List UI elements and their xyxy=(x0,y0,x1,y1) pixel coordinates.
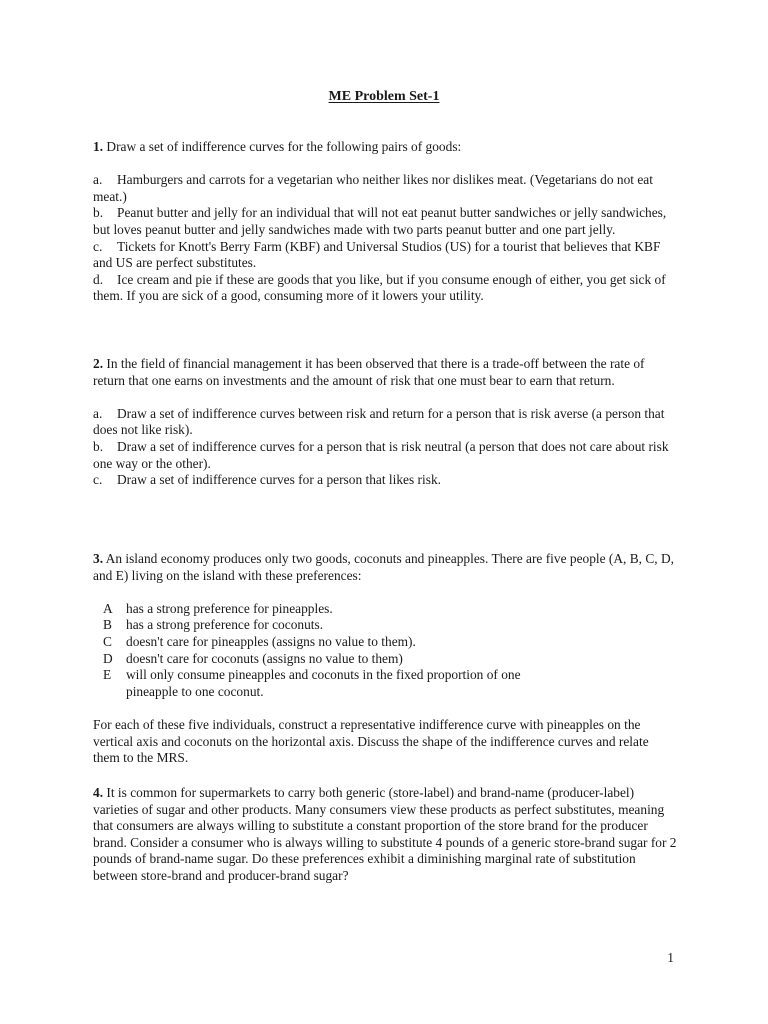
question-1-number: 1. xyxy=(93,139,104,154)
question-1-item-b xyxy=(93,205,678,238)
person-letter: A xyxy=(103,600,113,616)
person-preference: has a strong preference for coconuts. xyxy=(126,617,324,633)
item-letter: a. xyxy=(93,405,103,421)
item-letter: a. xyxy=(93,172,103,188)
question-2-item-a xyxy=(93,406,678,439)
page-title: ME Problem Set-1 xyxy=(328,89,440,104)
question-1-prompt xyxy=(93,139,678,156)
item-text: Ice cream and pie if these are goods that you like, but if you consume enough of either, you get sick of them. If you are sick of a good, consuming more of it lowers your utility. xyxy=(93,271,666,304)
item-text: Peanut butter and jelly for an individual that will not eat peanut butter sandwiches or jelly sandwiches, but loves peanut butter and jelly sandwiches made with two parts peanut butter and one part jelly. xyxy=(93,205,667,237)
question-4-text: It is common for supermarkets to carry both generic (store-label) and brand-name (producer-label) varieties of sugar and other products. Many consumers view these products as perfect substitutes, meaning that consumers are always willing to substitute a constant proportion of the store brand for the producer brand. Consider a consumer who is always willing to substitute 4 pounds of a generic store-brand sugar for 2 pounds of brand-name sugar. Do these preferences exhibit a diminishing marginal rate of substitution between store-brand and producer-brand sugar? xyxy=(93,785,677,883)
item-letter: d. xyxy=(93,271,104,287)
person-letter: E xyxy=(103,667,112,683)
person-preference: doesn't care for coconuts (assigns no value to them) xyxy=(126,650,403,666)
person-letter: B xyxy=(103,617,112,633)
question-2 xyxy=(93,356,678,489)
preference-row-b xyxy=(93,617,678,634)
item-letter: c. xyxy=(93,472,103,488)
person-preference: has a strong preference for pineapples. xyxy=(126,600,333,616)
question-2-number: 2. xyxy=(93,356,104,371)
item-text: Draw a set of indifference curves for a person that likes risk. xyxy=(117,472,441,488)
question-3-text: An island economy produces only two goods, coconuts and pineapples. There are five people (A, B, C, D, and E) living on the island with these preferences: xyxy=(93,551,675,583)
question-1-item-c xyxy=(93,239,678,272)
item-text: Hamburgers and carrots for a vegetarian who neither likes nor dislikes meat. (Vegetarians do not eat meat.) xyxy=(93,172,653,204)
preference-row-d xyxy=(93,651,678,668)
page-number: 1 xyxy=(667,950,674,965)
person-preference: doesn't care for pineapples (assigns no value to them). xyxy=(126,633,416,649)
question-3-closing: For each of these five individuals, construct a representative indifference curve with pineapples on the vertical axis and coconuts on the horizontal axis. Discuss the shape of the indifference curves and relate them to the MRS. xyxy=(93,716,649,766)
item-text: Tickets for Knott's Berry Farm (KBF) and Universal Studios (US) for a tourist that believes that KBF and US are perfect substitutes. xyxy=(93,238,661,271)
preference-row-e xyxy=(93,667,678,700)
question-3-number: 3. xyxy=(93,551,104,566)
question-3 xyxy=(93,551,678,767)
item-text: Draw a set of indifference curves for a person that is risk neutral (a person that does not care about risk one way or the other). xyxy=(93,438,669,471)
person-letter: C xyxy=(103,633,112,649)
person-letter: D xyxy=(103,650,113,666)
preference-row-c xyxy=(93,634,678,651)
question-1 xyxy=(93,139,678,305)
question-1-text: Draw a set of indifference curves for the following pairs of goods: xyxy=(103,139,462,154)
preference-list xyxy=(93,601,678,701)
question-2-item-c xyxy=(93,472,678,489)
question-3-prompt xyxy=(93,551,678,584)
question-4-prompt xyxy=(93,785,678,885)
question-2-prompt xyxy=(93,356,678,389)
preference-row-a xyxy=(93,601,678,618)
person-preference: will only consume pineapples and coconuts in the fixed proportion of one pineapple to one coconut. xyxy=(126,667,521,699)
item-letter: b. xyxy=(93,205,104,221)
item-letter: c. xyxy=(93,238,103,254)
question-2-item-b xyxy=(93,439,678,472)
question-4-number: 4. xyxy=(93,785,104,800)
item-text: Draw a set of indifference curves between risk and return for a person that is risk averse (a person that does not like risk). xyxy=(93,405,665,438)
item-letter: b. xyxy=(93,438,104,454)
question-4 xyxy=(93,785,678,885)
question-1-item-d xyxy=(93,272,678,305)
question-1-item-a xyxy=(93,172,678,205)
question-2-text: In the field of financial management it has been observed that there is a trade-off between the rate of return that one earns on investments and the amount of risk that one must bear to earn that return. xyxy=(93,356,645,388)
